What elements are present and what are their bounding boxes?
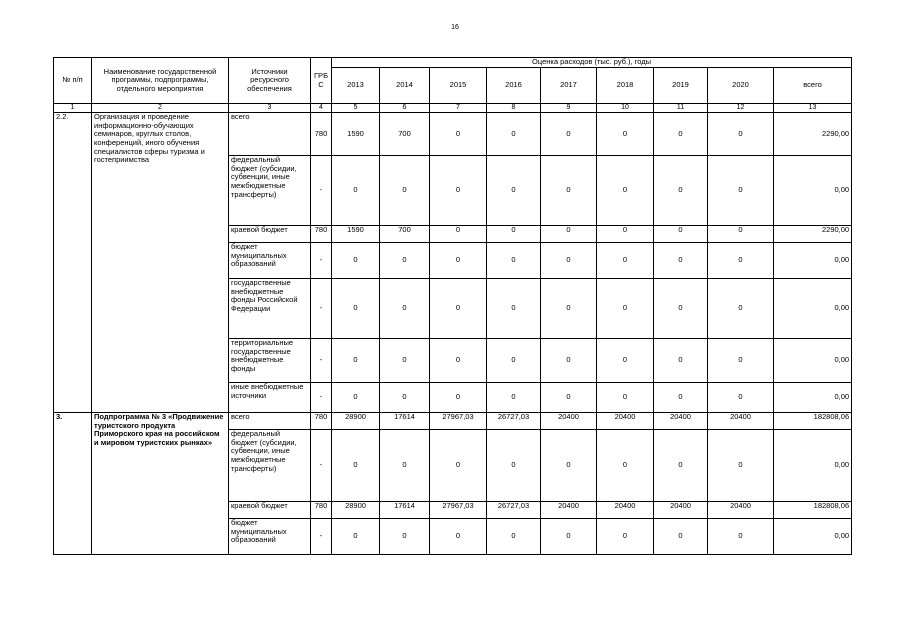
column-number: 9 <box>541 104 597 113</box>
funding-source: государственные внебюджетные фонды Российской Федерации <box>229 279 311 339</box>
year-value: 1590 <box>332 226 380 243</box>
funding-source: федеральный бюджет (субсидии, субвенции, иные межбюджетные трансферты) <box>229 156 311 226</box>
year-value: 20400 <box>541 413 597 430</box>
table-row <box>54 113 852 156</box>
year-value: 0 <box>430 226 487 243</box>
year-value: 0 <box>597 243 654 279</box>
year-value: 0 <box>541 156 597 226</box>
funding-source: всего <box>229 113 311 156</box>
year-value: 0 <box>708 243 774 279</box>
year-value: 0 <box>332 279 380 339</box>
header-sources: Источники ресурсного обеспечения <box>229 58 311 104</box>
column-number: 6 <box>380 104 430 113</box>
year-value: 0 <box>597 519 654 555</box>
year-value: 0 <box>430 243 487 279</box>
year-value: 700 <box>380 113 430 156</box>
year-value: 0 <box>597 156 654 226</box>
grbs-code: 780 <box>311 113 332 156</box>
grbs-code: 780 <box>311 502 332 519</box>
year-value: 0 <box>380 243 430 279</box>
year-value: 0 <box>380 383 430 413</box>
year-value: 0 <box>597 383 654 413</box>
funding-source: федеральный бюджет (субсидии, субвенции, иные межбюджетные трансферты) <box>229 430 311 502</box>
year-value: 0 <box>597 430 654 502</box>
year-value: 0 <box>708 156 774 226</box>
column-number: 5 <box>332 104 380 113</box>
year-value: 17614 <box>380 502 430 519</box>
year-value: 0 <box>541 243 597 279</box>
column-number: 7 <box>430 104 487 113</box>
year-value: 0 <box>708 519 774 555</box>
funding-source: территориальные государственные внебюджетные фонды <box>229 339 311 383</box>
year-value: 20400 <box>597 413 654 430</box>
year-value: 0 <box>487 383 541 413</box>
year-value: 0 <box>597 113 654 156</box>
header-no: № п/п <box>54 58 92 104</box>
year-value: 0 <box>487 243 541 279</box>
column-number: 11 <box>654 104 708 113</box>
total-value: 0,00 <box>774 430 852 502</box>
year-value: 0 <box>541 113 597 156</box>
year-value: 0 <box>380 279 430 339</box>
table-row <box>54 413 852 430</box>
total-value: 182808,06 <box>774 413 852 430</box>
year-value: 0 <box>654 339 708 383</box>
total-value: 0,00 <box>774 243 852 279</box>
header-year: 2014 <box>380 68 430 104</box>
year-value: 0 <box>487 113 541 156</box>
grbs-code: - <box>311 156 332 226</box>
column-number: 13 <box>774 104 852 113</box>
year-value: 0 <box>380 339 430 383</box>
year-value: 0 <box>708 339 774 383</box>
year-value: 0 <box>430 339 487 383</box>
year-value: 0 <box>487 519 541 555</box>
year-value: 0 <box>430 279 487 339</box>
year-value: 0 <box>430 519 487 555</box>
header-estimate: Оценка расходов (тыс. руб.), годы <box>332 58 852 68</box>
page-number: 16 <box>451 24 459 31</box>
year-value: 0 <box>654 279 708 339</box>
year-value: 0 <box>708 383 774 413</box>
year-value: 20400 <box>541 502 597 519</box>
year-value: 0 <box>487 279 541 339</box>
year-value: 0 <box>708 113 774 156</box>
year-value: 0 <box>708 226 774 243</box>
year-value: 0 <box>597 226 654 243</box>
item-number: 3. <box>54 413 92 555</box>
year-value: 0 <box>430 430 487 502</box>
year-value: 27967,03 <box>430 413 487 430</box>
year-value: 0 <box>597 339 654 383</box>
header-year: 2020 <box>708 68 774 104</box>
grbs-code: - <box>311 383 332 413</box>
year-value: 0 <box>332 156 380 226</box>
column-number: 12 <box>708 104 774 113</box>
year-value: 0 <box>708 430 774 502</box>
year-value: 0 <box>332 430 380 502</box>
column-number: 3 <box>229 104 311 113</box>
year-value: 0 <box>487 339 541 383</box>
header-year: всего <box>774 68 852 104</box>
funding-source: всего <box>229 413 311 430</box>
header-year: 2019 <box>654 68 708 104</box>
year-value: 0 <box>332 383 380 413</box>
total-value: 0,00 <box>774 519 852 555</box>
funding-source: бюджет муниципальных образований <box>229 243 311 279</box>
header-year: 2013 <box>332 68 380 104</box>
funding-source: иные внебюджетные источники <box>229 383 311 413</box>
year-value: 26727,03 <box>487 502 541 519</box>
funding-source: краевой бюджет <box>229 226 311 243</box>
year-value: 0 <box>430 383 487 413</box>
column-number: 4 <box>311 104 332 113</box>
budget-table <box>53 57 852 555</box>
column-number: 2 <box>92 104 229 113</box>
year-value: 0 <box>541 383 597 413</box>
year-value: 0 <box>654 113 708 156</box>
grbs-code: 780 <box>311 413 332 430</box>
year-value: 0 <box>597 279 654 339</box>
funding-source: бюджет муниципальных образований <box>229 519 311 555</box>
year-value: 28900 <box>332 502 380 519</box>
grbs-code: - <box>311 279 332 339</box>
header-year: 2017 <box>541 68 597 104</box>
year-value: 20400 <box>597 502 654 519</box>
year-value: 0 <box>541 519 597 555</box>
header-name: Наименование государственной программы, подпрограммы, отдельного мероприятия <box>92 58 229 104</box>
year-value: 0 <box>541 339 597 383</box>
total-value: 0,00 <box>774 156 852 226</box>
year-value: 0 <box>380 156 430 226</box>
total-value: 0,00 <box>774 279 852 339</box>
grbs-code: - <box>311 519 332 555</box>
year-value: 0 <box>332 339 380 383</box>
year-value: 0 <box>654 519 708 555</box>
item-name: Подпрограмма № 3 «Продвижение туристского продукта Приморского края на российском и мировом туристских рынках» <box>92 413 229 555</box>
total-value: 2290,00 <box>774 113 852 156</box>
year-value: 0 <box>541 430 597 502</box>
header-year: 2015 <box>430 68 487 104</box>
total-value: 0,00 <box>774 383 852 413</box>
header-year: 2018 <box>597 68 654 104</box>
year-value: 0 <box>708 279 774 339</box>
year-value: 20400 <box>708 502 774 519</box>
grbs-code: - <box>311 243 332 279</box>
year-value: 0 <box>332 243 380 279</box>
year-value: 17614 <box>380 413 430 430</box>
year-value: 0 <box>487 226 541 243</box>
year-value: 0 <box>654 243 708 279</box>
year-value: 0 <box>332 519 380 555</box>
year-value: 0 <box>654 226 708 243</box>
total-value: 2290,00 <box>774 226 852 243</box>
funding-source: краевой бюджет <box>229 502 311 519</box>
year-value: 0 <box>654 156 708 226</box>
grbs-code: 780 <box>311 226 332 243</box>
header-grbs: ГРБ С <box>311 58 332 104</box>
grbs-code: - <box>311 339 332 383</box>
column-number: 1 <box>54 104 92 113</box>
total-value: 182808,06 <box>774 502 852 519</box>
item-number: 2.2. <box>54 113 92 413</box>
item-name: Организация и проведение информационно-обучающих семинаров, круглых столов, конференций, иного обучения специалистов сферы туризма и гостеприимства <box>92 113 229 413</box>
year-value: 0 <box>654 430 708 502</box>
year-value: 0 <box>541 279 597 339</box>
year-value: 1590 <box>332 113 380 156</box>
year-value: 20400 <box>654 413 708 430</box>
year-value: 0 <box>654 383 708 413</box>
year-value: 27967,03 <box>430 502 487 519</box>
column-number: 8 <box>487 104 541 113</box>
year-value: 20400 <box>708 413 774 430</box>
year-value: 0 <box>541 226 597 243</box>
year-value: 0 <box>430 156 487 226</box>
year-value: 28900 <box>332 413 380 430</box>
year-value: 0 <box>487 156 541 226</box>
year-value: 0 <box>487 430 541 502</box>
total-value: 0,00 <box>774 339 852 383</box>
header-year: 2016 <box>487 68 541 104</box>
year-value: 0 <box>430 113 487 156</box>
grbs-code: - <box>311 430 332 502</box>
year-value: 700 <box>380 226 430 243</box>
year-value: 0 <box>380 519 430 555</box>
year-value: 26727,03 <box>487 413 541 430</box>
year-value: 20400 <box>654 502 708 519</box>
column-number: 10 <box>597 104 654 113</box>
year-value: 0 <box>380 430 430 502</box>
